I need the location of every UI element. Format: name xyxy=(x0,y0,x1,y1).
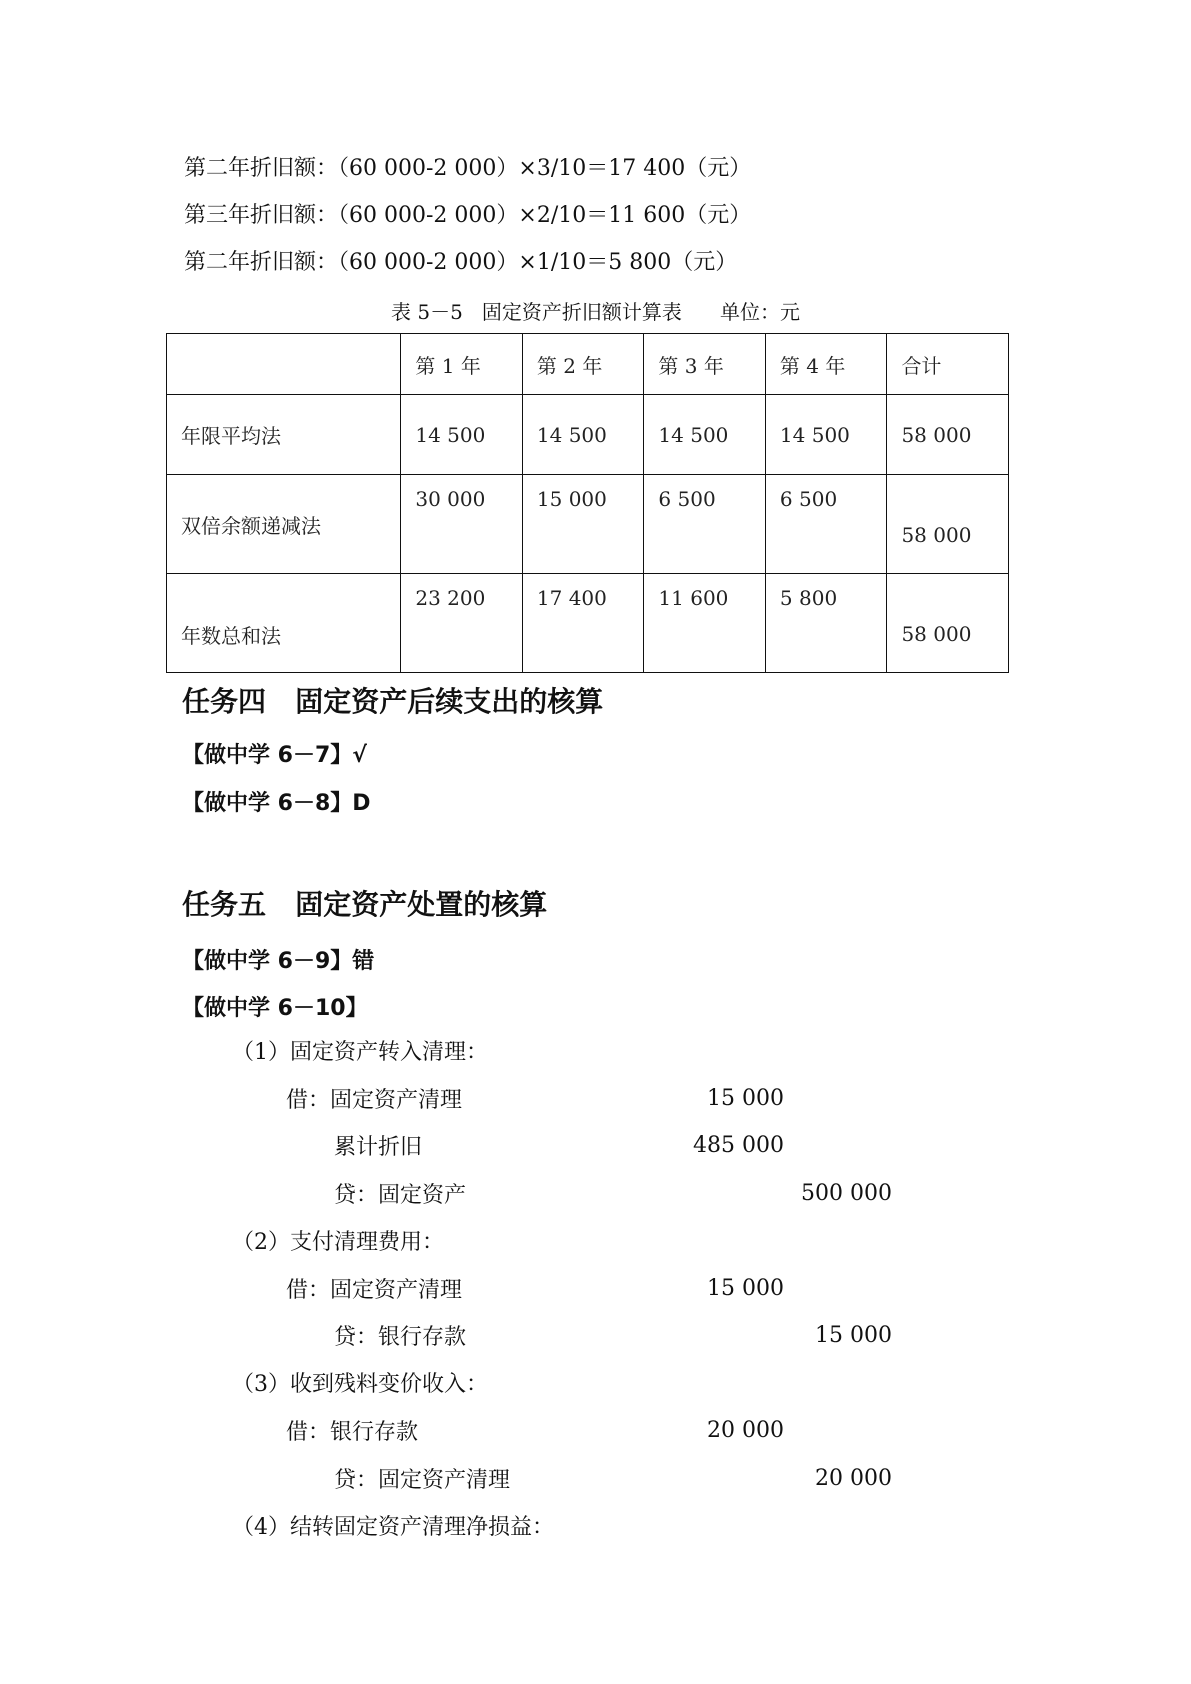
table-header-row xyxy=(167,334,1009,395)
task4-answer-1: 【做中学 6－7】√ xyxy=(182,743,367,768)
entry-debit: 485 000 xyxy=(693,1133,784,1158)
depreciation-table xyxy=(166,333,1009,673)
formula-line-3: 第二年折旧额：（60 000-2 000）×1/10＝5 800（元） xyxy=(184,250,738,275)
table-cell: 年数总和法 xyxy=(167,574,401,673)
entry-credit: 500 000 xyxy=(801,1181,892,1206)
table-cell: 11 600 xyxy=(644,574,766,673)
step-title: （3）收到残料变价收入： xyxy=(232,1372,488,1397)
step-title: （2）支付清理费用： xyxy=(232,1230,444,1255)
entry-label: 贷：固定资产清理 xyxy=(334,1468,511,1493)
formula-line-1: 第二年折旧额：（60 000-2 000）×3/10＝17 400（元） xyxy=(184,156,752,181)
entry-label: 累计折旧 xyxy=(334,1135,423,1160)
formula-line-2: 第三年折旧额：（60 000-2 000）×2/10＝11 600（元） xyxy=(184,203,752,228)
entry-credit: 15 000 xyxy=(815,1323,892,1348)
table-cell: 14 500 xyxy=(644,395,766,475)
table-row xyxy=(167,574,1009,673)
entry-label: 贷：固定资产 xyxy=(334,1183,467,1208)
table-cell: 6 500 xyxy=(644,475,766,574)
table-header-cell: 第 4 年 xyxy=(765,334,887,395)
table-cell: 5 800 xyxy=(765,574,887,673)
table-cell: 14 500 xyxy=(401,395,523,475)
table-header-cell: 合计 xyxy=(887,334,1009,395)
table-row xyxy=(167,395,1009,475)
table-caption: 表 5－5 固定资产折旧额计算表 单位：元 xyxy=(390,300,801,324)
task4-answer-2: 【做中学 6－8】D xyxy=(182,791,371,816)
table-cell: 30 000 xyxy=(401,475,523,574)
entry-debit: 20 000 xyxy=(707,1418,784,1443)
table-cell: 14 500 xyxy=(522,395,644,475)
task4-heading: 任务四 固定资产后续支出的核算 xyxy=(182,685,604,718)
table-header-cell: 第 3 年 xyxy=(644,334,766,395)
table-cell: 58 000 xyxy=(887,475,1009,574)
table-row xyxy=(167,475,1009,574)
table-cell: 58 000 xyxy=(887,574,1009,673)
task5-answer-1: 【做中学 6－9】错 xyxy=(182,949,375,974)
entry-label: 借：固定资产清理 xyxy=(286,1088,463,1113)
table-cell: 14 500 xyxy=(765,395,887,475)
table-cell: 15 000 xyxy=(522,475,644,574)
table-cell: 6 500 xyxy=(765,475,887,574)
table-cell: 23 200 xyxy=(401,574,523,673)
entry-label: 借：固定资产清理 xyxy=(286,1278,463,1303)
entry-debit: 15 000 xyxy=(707,1276,784,1301)
table-header-cell: 第 2 年 xyxy=(522,334,644,395)
table-cell: 58 000 xyxy=(887,395,1009,475)
step-title: （4）结转固定资产清理净损益： xyxy=(232,1515,554,1540)
table-cell: 年限平均法 xyxy=(167,395,401,475)
task5-heading: 任务五 固定资产处置的核算 xyxy=(182,888,548,921)
task5-answer-2: 【做中学 6－10】 xyxy=(182,996,368,1021)
entry-debit: 15 000 xyxy=(707,1086,784,1111)
step-title: （1）固定资产转入清理： xyxy=(232,1040,488,1065)
table-cell: 17 400 xyxy=(522,574,644,673)
entry-label: 借：银行存款 xyxy=(286,1420,419,1445)
table-header-cell xyxy=(167,334,401,395)
table-cell: 双倍余额递减法 xyxy=(167,475,401,574)
entry-credit: 20 000 xyxy=(815,1466,892,1491)
table-header-cell: 第 1 年 xyxy=(401,334,523,395)
entry-label: 贷：银行存款 xyxy=(334,1325,467,1350)
